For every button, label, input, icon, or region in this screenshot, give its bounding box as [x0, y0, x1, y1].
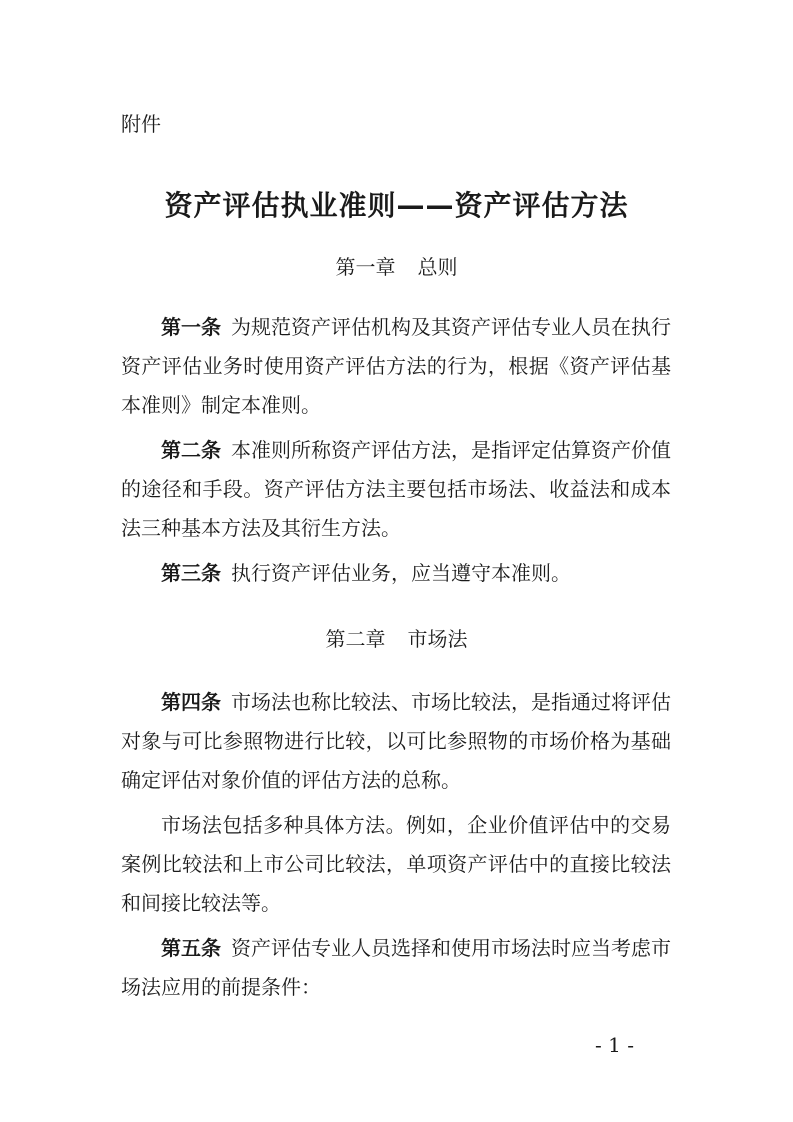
article-5	[121, 929, 671, 1007]
article-3-text: 执行资产评估业务，应当遵守本准则。	[231, 561, 571, 585]
article-3	[121, 554, 671, 593]
article-3-label: 第三条	[161, 561, 221, 585]
article-1-label: 第一条	[161, 315, 221, 339]
attachment-label: 附件	[121, 112, 161, 136]
article-2-text: 本准则所称资产评估方法，是指评定估算资产价值的途径和手段。资产评估方法主要包括市场法、收益法和成本法三种基本方法及其衍生方法。	[121, 438, 671, 540]
chapter-2-name: 市场法	[407, 627, 468, 651]
chapter-2-number: 第二章	[325, 627, 386, 651]
article-4-label: 第四条	[161, 690, 221, 714]
chapter-2-body	[121, 683, 671, 1007]
article-4	[121, 683, 671, 800]
chapter-1-number: 第一章	[335, 255, 396, 279]
chapter-2-heading	[0, 624, 793, 654]
page-number: - 1 -	[595, 1033, 634, 1057]
chapter-1-name: 总则	[417, 255, 458, 279]
article-5-label: 第五条	[161, 936, 221, 960]
article-1-text: 为规范资产评估机构及其资产评估专业人员在执行资产评估业务时使用资产评估方法的行为，根据《资产评估基本准则》制定本准则。	[121, 315, 671, 417]
article-2-label: 第二条	[161, 438, 221, 462]
chapter-1-heading	[0, 252, 793, 282]
article-1	[121, 308, 671, 425]
chapter-1-body	[121, 308, 671, 593]
article-4-text: 市场法也称比较法、市场比较法，是指通过将评估对象与可比参照物进行比较，以可比参照物的市场价格为基础确定评估对象价值的评估方法的总称。	[121, 690, 671, 792]
document-title: 资产评估执业准则——资产评估方法	[164, 189, 629, 222]
market-method-paragraph: 市场法包括多种具体方法。例如，企业价值评估中的交易案例比较法和上市公司比较法，单项资产评估中的直接比较法和间接比较法等。	[121, 813, 671, 915]
article-5-text: 资产评估专业人员选择和使用市场法时应当考虑市场法应用的前提条件：	[121, 936, 671, 999]
article-2	[121, 431, 671, 548]
